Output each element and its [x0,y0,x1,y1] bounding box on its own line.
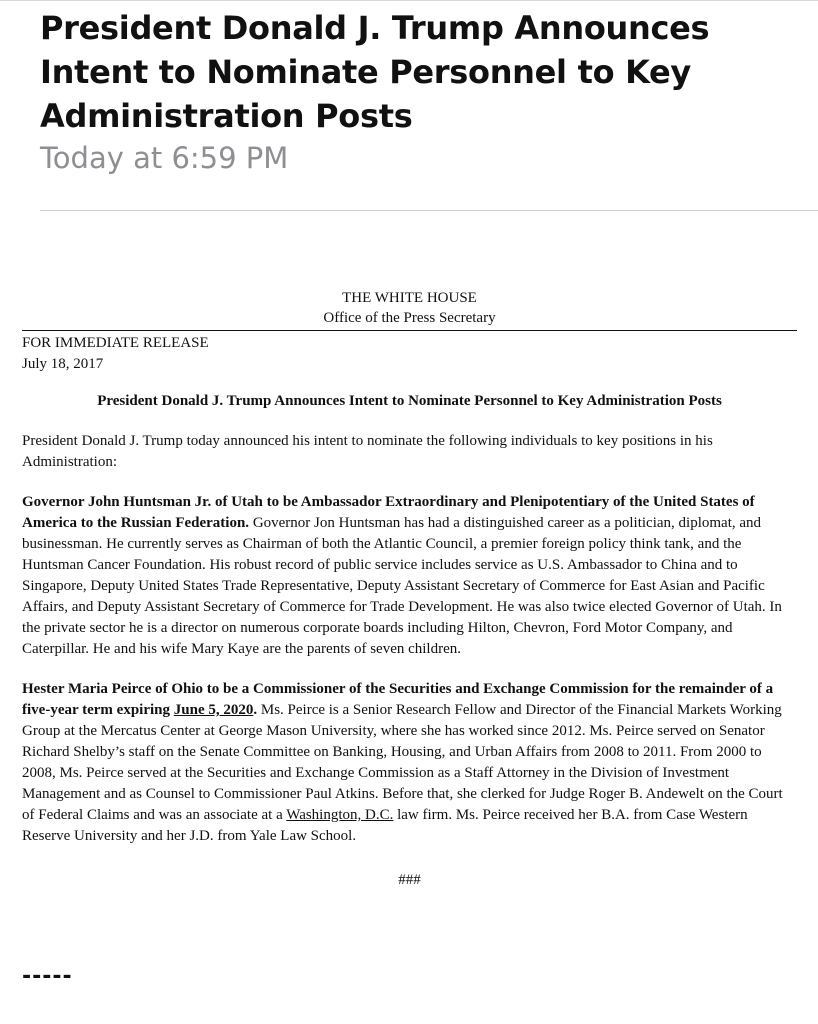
email-subject: President Donald J. Trump Announces Intent to Nominate Personnel to Key Administration Posts [40,9,710,135]
nominee-bio-end: law firm. Ms. Peirce received her B.A. from Case Western Reserve University and her J.D. from Yale Law School. [22,807,748,844]
end-marker: ### [398,872,421,888]
letterhead-office: Office of the Press Secretary [323,310,496,326]
location-link[interactable]: Washington, D.C. [286,807,394,823]
letterhead-org: THE WHITE HOUSE [342,290,477,306]
header-divider [40,210,818,211]
letterhead-rule [22,330,797,331]
nominee-paragraph-peirce [22,679,797,847]
release-date: July 18, 2017 [22,356,104,372]
nominee-title-end: . [253,702,258,718]
signature-separator: ----- [22,964,73,989]
release-headline: President Donald J. Trump Announces Intent to Nominate Personnel to Key Administration Posts [97,393,722,409]
nominee-title: Governor John Huntsman Jr. of Utah to be Ambassador Extraordinary and Plenipotentiary of the United States of America to the Russian Federation. [22,494,755,531]
top-divider [0,0,818,1]
term-date-link[interactable]: June 5, 2020 [173,702,254,718]
release-block [22,333,797,375]
nominee-bio: Governor Jon Huntsman has had a distinguished career as a politician, diplomat, and businessman. He currently serves as Chairman of both the Atlantic Council, a premier foreign policy think tank, and the Huntsman Cancer Foundation. His robust record of public service includes service as U.S. Ambassador to China and to Singapore, Deputy United States Trade Representative, Deputy Assistant Secretary of Commerce for East Asian and Pacific Affairs, and Deputy Assistant Secretary of Commerce for Trade Development. He was also twice elected Governor of Utah. In the private sector he is a director on numerous corporate boards including Hilton, Chevron, Ford Motor Company, and Caterpillar. He and his wife Mary Kaye are the parents of seven children. [22,515,782,657]
press-release [22,288,797,891]
intro-paragraph: President Donald J. Trump today announced his intent to nominate the following individuals to key positions in his Administration: [22,433,713,470]
nominee-paragraph-huntsman [22,492,797,660]
email-header [40,6,810,178]
email-date: Today at 6:59 PM [40,141,289,175]
letterhead [22,288,797,328]
release-label: FOR IMMEDIATE RELEASE [22,335,209,351]
nominee-title: Hester Maria Peirce of Ohio to be a Commissioner of the Securities and Exchange Commission for the remainder of a five-year term expiring [22,681,774,718]
nominee-bio: Ms. Peirce is a Senior Research Fellow and Director of the Financial Markets Working Group at the Mercatus Center at George Mason University, where she has worked since 2012. Ms. Peirce served on Senator Richard Shelby’s staff on the Senate Committee on Banking, Housing, and Urban Affairs from 2008 to 2011. From 2000 to 2008, Ms. Peirce served at the Securities and Exchange Commission as a Staff Attorney in the Division of Investment Management and as Counsel to Commissioner Paul Atkins. Before that, she clerked for Judge Roger B. Andewelt on the Court of Federal Claims and was an associate at a [22,702,783,823]
